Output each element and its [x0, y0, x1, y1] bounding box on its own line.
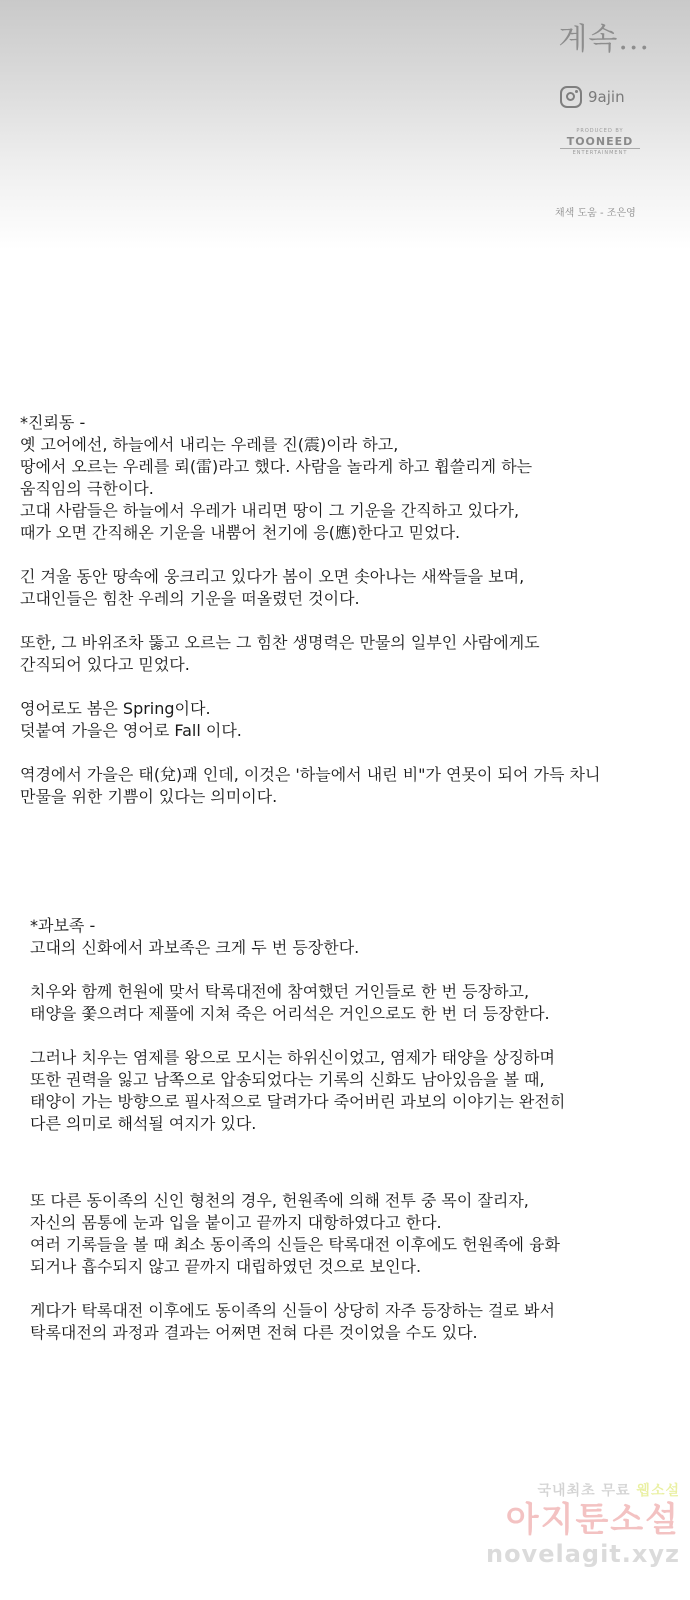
text-line: 치우와 함께 헌원에 맞서 탁록대전에 참여했던 거인들로 한 번 등장하고, — [30, 982, 530, 1001]
text-line: 그러나 치우는 염제를 왕으로 모시는 하위신이었고, 염제가 태양을 상징하며 — [30, 1048, 555, 1067]
watermark-tagline — [440, 1480, 680, 1500]
text-line: 덧붙여 가을은 영어로 Fall 이다. — [20, 721, 242, 740]
text-line: 또 다른 동이족의 신인 형천의 경우, 헌원족에 의해 전투 중 목이 잘리자, — [30, 1191, 529, 1210]
watermark-tagline-a: 국내최초 무료 — [537, 1483, 637, 1499]
paragraph-gap — [20, 742, 600, 764]
site-watermark — [440, 1480, 680, 1568]
text-line: 자신의 몸통에 눈과 입을 붙이고 끝까지 대항하였다고 한다. — [30, 1213, 442, 1232]
text-line: 옛 고어에선, 하늘에서 내리는 우레를 진(震)이라 하고, — [20, 435, 399, 454]
text-line: 탁록대전의 과정과 결과는 어쩌면 전혀 다른 것이었을 수도 있다. — [30, 1323, 478, 1342]
text-line: 역경에서 가을은 태(兌)괘 인데, 이것은 '하늘에서 내린 비"가 연못이 되어 가득 차니 — [20, 765, 601, 784]
text-line: 고대인들은 힘찬 우레의 기운을 떠올렸던 것이다. — [20, 589, 360, 608]
continued-label: 계속... — [558, 22, 650, 57]
paragraph-gap — [20, 544, 600, 566]
note-gwabojok — [30, 915, 565, 1135]
paragraph-gap — [30, 1278, 560, 1300]
text-line: 땅에서 오르는 우레를 뢰(雷)라고 했다. 사람을 놀라게 하고 휩쓸리게 하는 — [20, 457, 533, 476]
text-line: 만물을 위한 기쁨이 있다는 의미이다. — [20, 787, 278, 806]
watermark-tagline-b: 웹소설 — [636, 1483, 680, 1499]
watermark-url: novelagit.xyz — [485, 1540, 680, 1568]
text-line: 태양이 가는 방향으로 필사적으로 달려가다 죽어버린 과보의 이야기는 완전히 — [30, 1092, 566, 1111]
text-line: 여러 기록들을 볼 때 최소 동이족의 신들은 탁록대전 이후에도 헌원족에 융화 — [30, 1235, 560, 1254]
text-line: 고대의 신화에서 과보족은 크게 두 번 등장한다. — [30, 938, 360, 957]
instagram-icon — [560, 86, 582, 108]
text-line: *진뢰동 - — [20, 413, 86, 432]
note-dongijok — [30, 1190, 560, 1344]
text-line: 또한, 그 바위조차 뚫고 오르는 그 힘찬 생명력은 만물의 일부인 사람에게도 — [20, 633, 540, 652]
text-line: 긴 겨울 동안 땅속에 웅크리고 있다가 봄이 오면 솟아나는 새싹들을 보며, — [20, 567, 525, 586]
text-line: 때가 오면 간직해온 기운을 내뿜어 천기에 응(應)한다고 믿었다. — [20, 523, 461, 542]
text-line: 게다가 탁록대전 이후에도 동이족의 신들이 상당히 자주 등장하는 걸로 봐서 — [30, 1301, 555, 1320]
studio-sub-label: ENTERTAINMENT — [560, 148, 640, 156]
produced-by-label: PRODUCED BY — [576, 128, 624, 134]
paragraph-gap — [30, 959, 565, 981]
text-line: 다른 의미로 해석될 여지가 있다. — [30, 1114, 257, 1133]
instagram-handle: 9ajin — [588, 88, 625, 106]
text-line: 영어로도 봄은 Spring이다. — [20, 699, 211, 718]
author-credits — [560, 86, 660, 156]
text-line: 움직임의 극한이다. — [20, 479, 154, 498]
text-line: 되거나 흡수되지 않고 끝까지 대립하였던 것으로 보인다. — [30, 1257, 422, 1276]
text-line: 간직되어 있다고 믿었다. — [20, 655, 190, 674]
text-line: *과보족 - — [30, 916, 96, 935]
text-line: 고대 사람들은 하늘에서 우레가 내리면 땅이 그 기운을 간직하고 있다가, — [20, 501, 520, 520]
paragraph-gap — [20, 610, 600, 632]
coloring-credit: 채색 도움 - 조은영 — [555, 208, 636, 219]
instagram-row[interactable] — [560, 86, 660, 108]
text-line: 태양을 쫓으려다 제풀에 지쳐 죽은 어리석은 거인으로도 한 번 더 등장한다. — [30, 1004, 550, 1023]
watermark-brand: 아지툰소설 — [505, 1500, 680, 1540]
note-jinroedong — [20, 412, 600, 808]
text-line: 또한 권력을 잃고 남쪽으로 압송되었다는 기록의 신화도 남아있음을 볼 때, — [30, 1070, 545, 1089]
studio-logo: TOONEED — [566, 135, 634, 148]
paragraph-gap — [20, 676, 600, 698]
paragraph-gap — [30, 1025, 565, 1047]
